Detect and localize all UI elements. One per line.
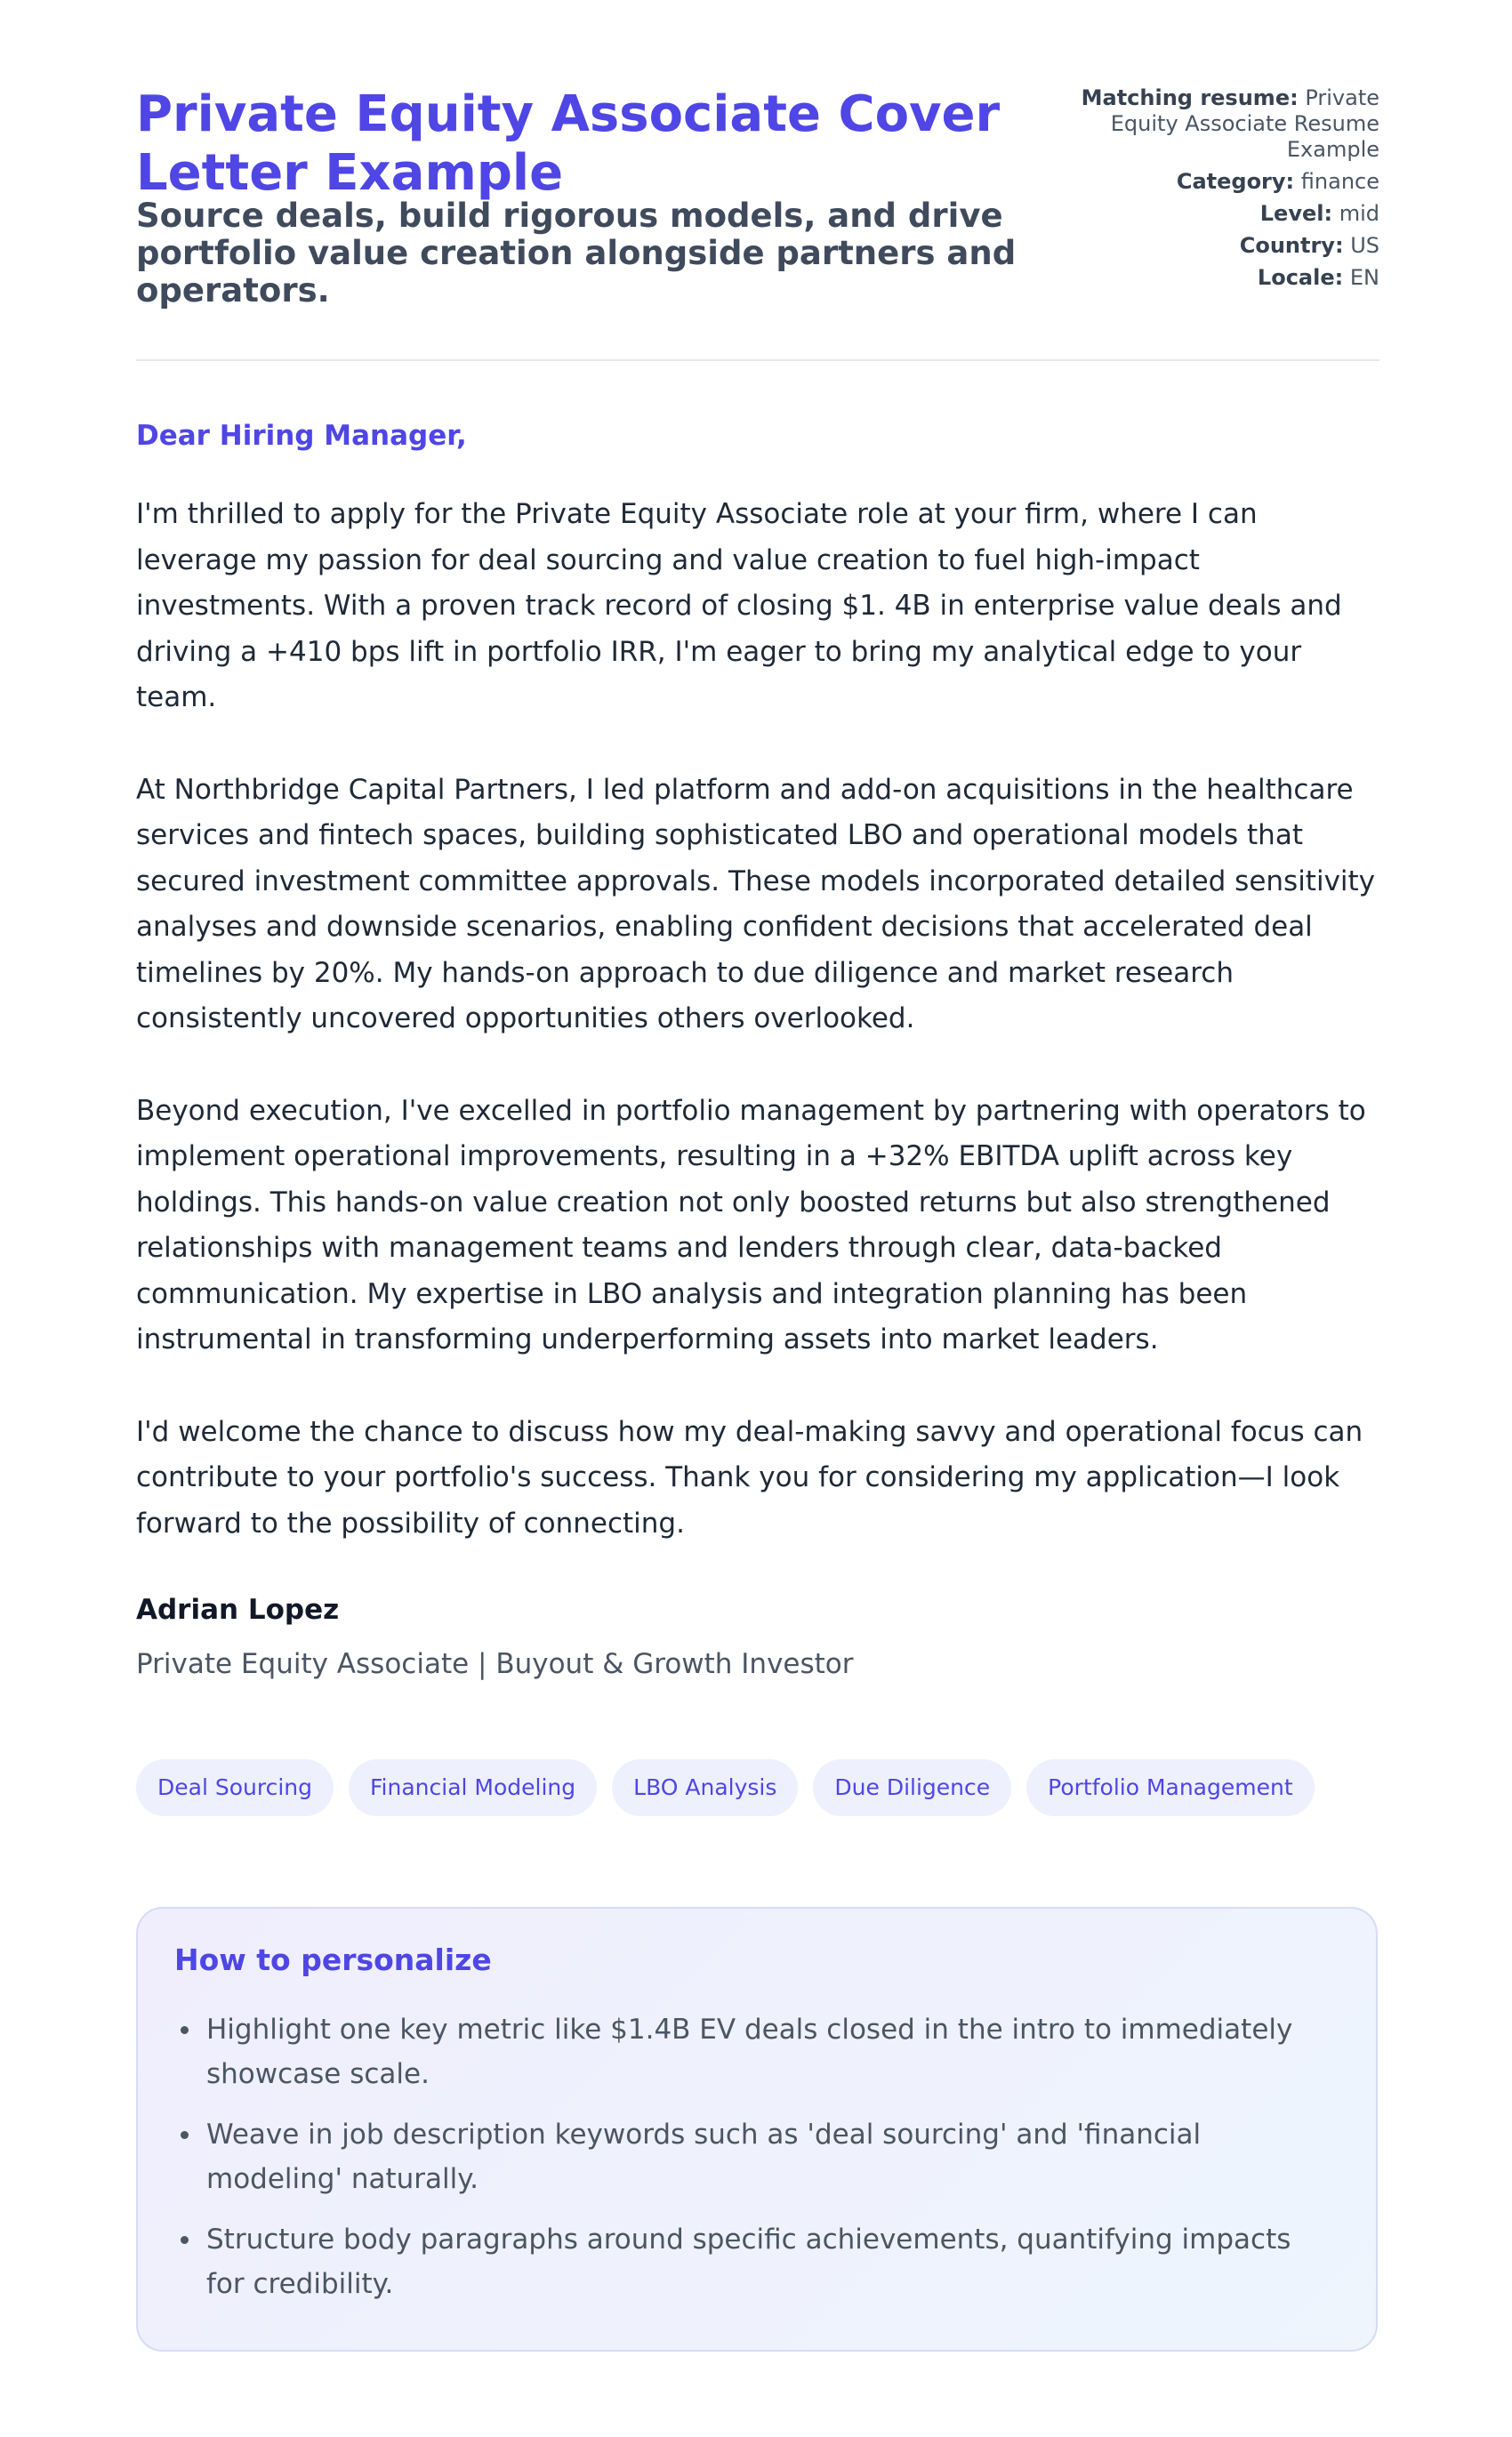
page-header [136, 85, 1379, 361]
page-title: Private Equity Associate Cover Letter Example [136, 85, 1001, 202]
tip-text: Highlight one key metric like $1.4B EV deals closed in the intro to immediately showcase scale. [206, 2014, 1293, 2090]
meta-level-label: Level: [1259, 201, 1333, 226]
meta-country-label: Country: [1239, 233, 1344, 258]
tips-title: How to personalize [174, 1942, 492, 1977]
meta-matching-resume [1024, 85, 1379, 163]
tip-item [174, 2217, 1331, 2306]
page-subtitle: Source deals, build rigorous models, and drive portfolio value creation alongside partners and operators. [136, 197, 1017, 310]
meta-country-value: US [1350, 233, 1379, 258]
tip-item [174, 2112, 1331, 2201]
letter-paragraph-2: At Northbridge Capital Partners, I led platform and add-on acquisitions in the healthcare services and fintech spaces, building sophisticated LBO and operational models that secured investment committee approvals. These models incorporated detailed sensitivity analyses and downside scenarios, enabling confident decisions that accelerated deal timelines by 20%. My hands-on approach to due diligence and market research consistently uncovered opportunities others overlooked. [136, 773, 1376, 1034]
meta-matching-resume-value: Private Equity Associate Resume Example [1110, 85, 1379, 162]
signature-name: Adrian Lopez [136, 1594, 340, 1626]
letter-paragraph-3: Beyond execution, I've excelled in portfolio management by partnering with operators to implement operational improvements, resulting in a +32% EBITDA uplift across key holdings. This hands-on value creation not only boosted returns but also strengthened relationships with management teams and lenders through clear, data-backed communication. My expertise in LBO analysis and integration planning has been instrumental in transforming underperforming assets into market leaders. [136, 1094, 1366, 1355]
bullet-icon [181, 2236, 189, 2244]
tip-item [174, 2007, 1331, 2096]
meta-level-value: mid [1339, 201, 1379, 226]
signature-title: Private Equity Associate | Buyout & Growth Investor [136, 1648, 854, 1680]
header-divider [136, 359, 1379, 361]
meta-level [1024, 201, 1379, 227]
tag-lbo-analysis: LBO Analysis [612, 1759, 798, 1816]
personalize-tips-box [136, 1907, 1378, 2352]
meta-locale [1024, 265, 1379, 291]
meta-locale-value: EN [1349, 265, 1379, 290]
tag-financial-modeling: Financial Modeling [349, 1759, 597, 1816]
letter-salutation: Dear Hiring Manager, [136, 420, 467, 452]
tag-due-diligence: Due Diligence [813, 1759, 1011, 1816]
tip-text: Structure body paragraphs around specific achievements, quantifying impacts for credibility. [206, 2224, 1291, 2300]
letter-paragraph-1: I'm thrilled to apply for the Private Equity Associate role at your firm, where I can leverage my passion for deal sourcing and value creation to fuel high-impact investments. With a proven track record of closing $1. 4B in enterprise value deals and driving a +410 bps lift in portfolio IRR, I'm eager to bring my analytical edge to your team. [136, 498, 1342, 713]
tag-portfolio-management: Portfolio Management [1026, 1759, 1314, 1816]
meta-category [1024, 169, 1379, 195]
tip-text: Weave in job description keywords such as 'deal sourcing' and 'financial modeling' naturally. [206, 2119, 1202, 2195]
tips-list [174, 2007, 1331, 2322]
meta-category-label: Category: [1176, 169, 1295, 194]
bullet-icon [181, 2131, 189, 2139]
letter-body [136, 492, 1379, 1593]
meta-country [1024, 233, 1379, 259]
tag-deal-sourcing: Deal Sourcing [136, 1759, 334, 1816]
meta-matching-resume-label: Matching resume: [1081, 85, 1299, 110]
meta-panel [1024, 85, 1379, 297]
meta-category-value: finance [1300, 169, 1379, 194]
meta-locale-label: Locale: [1257, 265, 1344, 290]
letter-paragraph-4: I'd welcome the chance to discuss how my deal-making savvy and operational focus can contribute to your portfolio's success. Thank you for considering my application—I look forward to the possibility of connecting. [136, 1415, 1363, 1540]
skill-tags [136, 1759, 1315, 1816]
bullet-icon [181, 2026, 189, 2034]
